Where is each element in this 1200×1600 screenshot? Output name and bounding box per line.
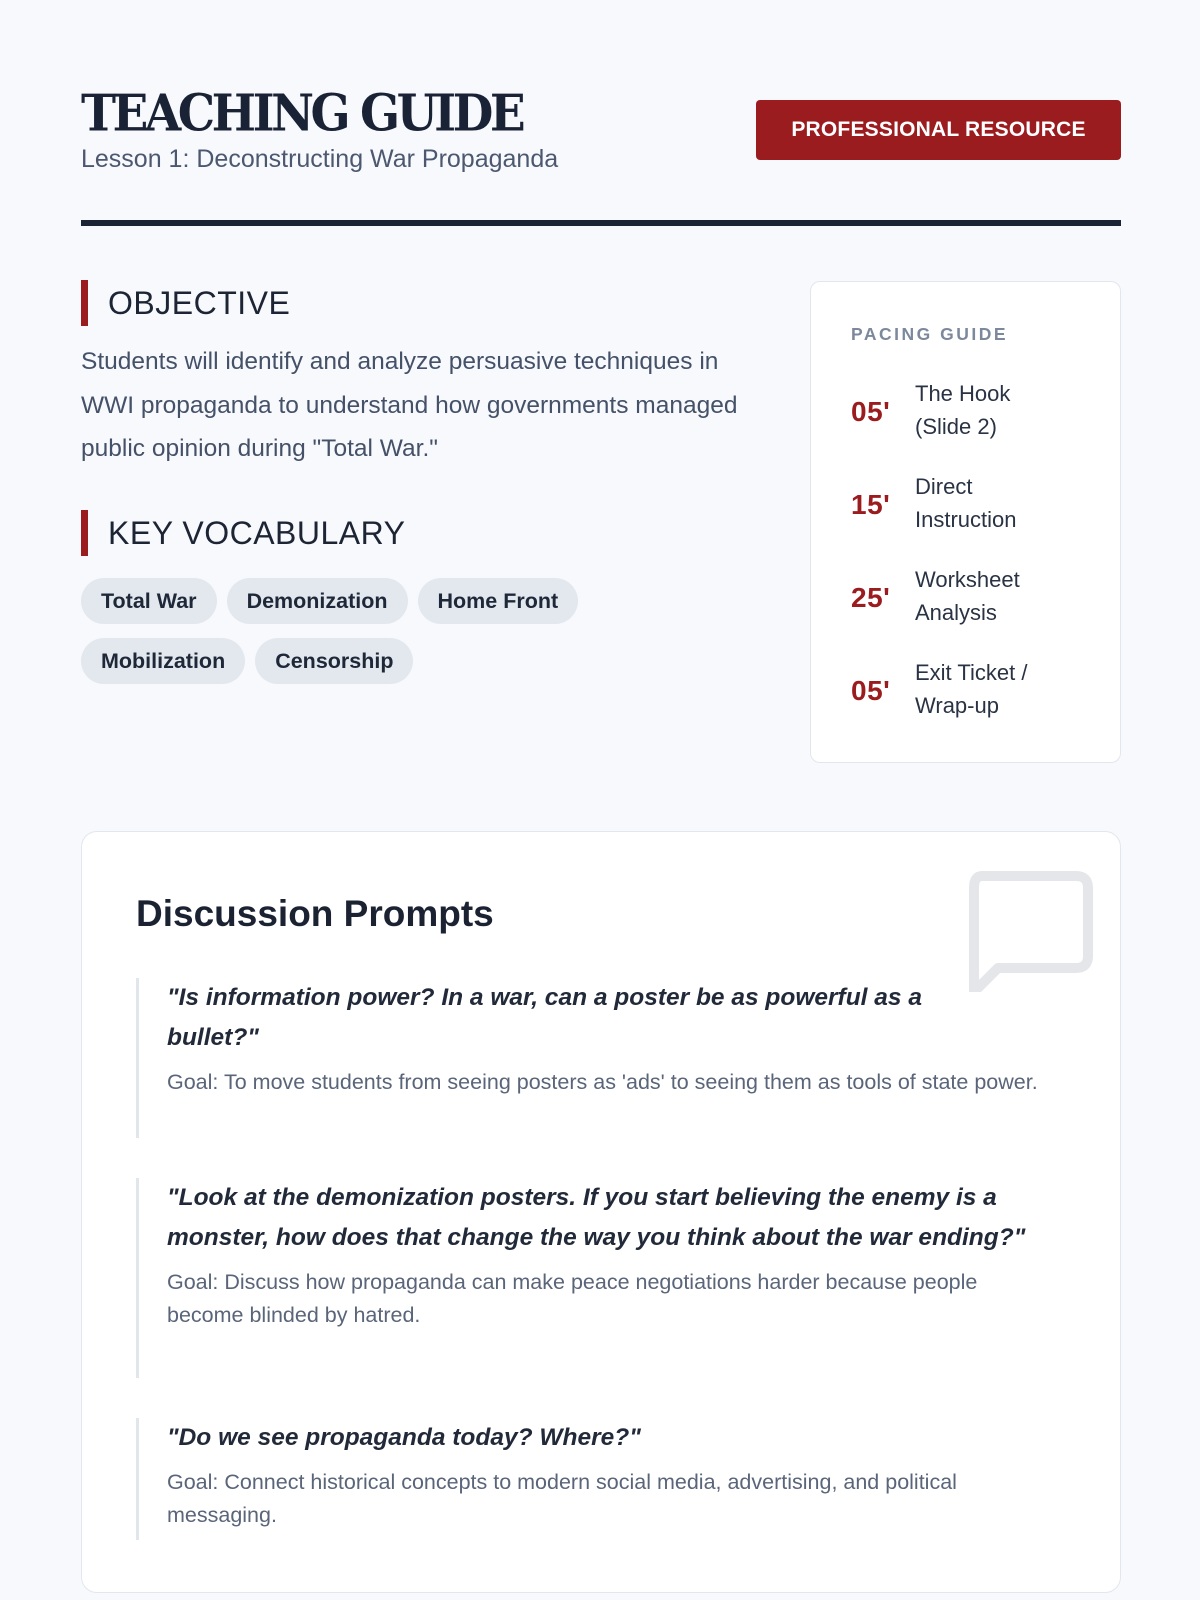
pacing-label: Exit Ticket / Wrap-up xyxy=(915,660,1028,718)
discussion-prompt xyxy=(136,978,1056,1138)
pacing-label: Direct Instruction xyxy=(915,474,1017,532)
objective-heading: OBJECTIVE xyxy=(81,280,290,326)
resource-badge: PROFESSIONAL RESOURCE xyxy=(756,100,1121,160)
vocab-chip: Censorship xyxy=(255,638,413,684)
vocab-chip: Total War xyxy=(81,578,217,624)
discussion-title: Discussion Prompts xyxy=(136,893,494,934)
vocab-chip: Demonization xyxy=(227,578,408,624)
pacing-item xyxy=(851,470,1091,540)
vocab-chip: Mobilization xyxy=(81,638,245,684)
prompt-goal: Goal: To move students from seeing posters as 'ads' to seeing them as tools of state power. xyxy=(167,1070,1038,1094)
discussion-prompt xyxy=(136,1178,1056,1378)
pacing-time: 05' xyxy=(851,675,891,706)
header-divider xyxy=(81,220,1121,226)
vocabulary-heading: KEY VOCABULARY xyxy=(81,510,406,556)
prompt-goal: Goal: Discuss how propaganda can make peace negotiations harder because people become blinded by hatred. xyxy=(167,1270,978,1327)
objective-text: Students will identify and analyze persuasive techniques in WWI propaganda to understand how governments managed public opinion during "Total War." xyxy=(81,348,738,462)
prompt-question: "Do we see propaganda today? Where?" xyxy=(167,1424,641,1451)
vocab-chip: Home Front xyxy=(418,578,579,624)
pacing-item xyxy=(851,563,1091,633)
pacing-time: 05' xyxy=(851,396,891,427)
pacing-time: 25' xyxy=(851,582,891,613)
page-header xyxy=(81,84,1121,224)
vocabulary-list xyxy=(81,578,741,698)
prompt-goal: Goal: Connect historical concepts to modern social media, advertising, and political messaging. xyxy=(167,1470,957,1527)
page-title: TEACHING GUIDE xyxy=(81,84,523,144)
pacing-item xyxy=(851,656,1091,726)
pacing-label: The Hook (Slide 2) xyxy=(915,381,1011,439)
pacing-guide-title: PACING GUIDE xyxy=(851,324,1009,344)
chat-bubble-icon xyxy=(964,870,1094,992)
prompt-question: "Is information power? In a war, can a poster be as powerful as a bullet?" xyxy=(167,984,922,1051)
prompt-question: "Look at the demonization posters. If you start believing the enemy is a monster, how does that change the way you think about the war ending?" xyxy=(167,1184,1026,1251)
pacing-label: Worksheet Analysis xyxy=(915,567,1020,625)
lesson-subtitle: Lesson 1: Deconstructing War Propaganda xyxy=(81,145,559,173)
discussion-card xyxy=(81,831,1121,1593)
pacing-item xyxy=(851,377,1091,447)
discussion-prompt xyxy=(136,1418,1056,1540)
pacing-guide-card xyxy=(810,281,1121,763)
pacing-time: 15' xyxy=(851,489,891,520)
